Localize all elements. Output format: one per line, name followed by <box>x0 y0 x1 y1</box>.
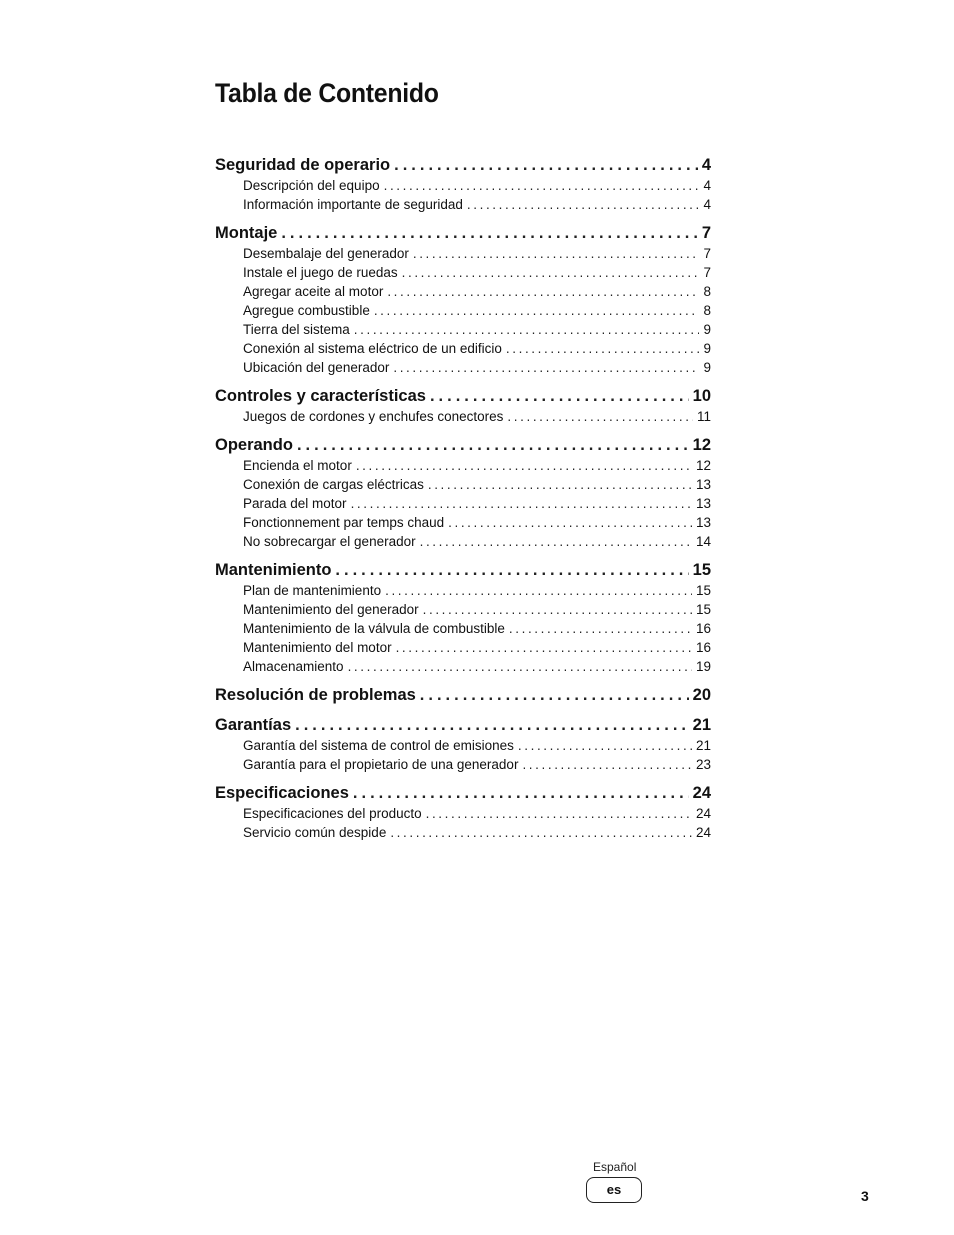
toc-subentry-page: 13 <box>695 496 711 511</box>
dot-leader <box>420 532 692 551</box>
toc-entry-label: Resolución de problemas <box>215 686 416 704</box>
toc-subentry[interactable] <box>215 804 711 823</box>
table-of-contents <box>215 154 711 850</box>
toc-section <box>215 154 711 214</box>
toc-subentry-page: 15 <box>695 583 711 598</box>
toc-subentry[interactable] <box>215 358 711 377</box>
dot-leader <box>402 263 700 282</box>
toc-subentry-page: 24 <box>695 825 711 840</box>
toc-section <box>215 385 711 426</box>
toc-subentry-label: Servicio común despide <box>243 825 387 840</box>
toc-subentry-page: 4 <box>703 178 711 193</box>
dot-leader <box>396 638 692 657</box>
toc-subentry-page: 8 <box>703 303 711 318</box>
dot-leader <box>374 301 700 320</box>
toc-subentry-label: Información importante de seguridad <box>243 197 463 212</box>
dot-leader <box>351 494 692 513</box>
toc-entry-page: 20 <box>692 686 711 704</box>
toc-subentry[interactable] <box>215 638 711 657</box>
toc-subentry[interactable] <box>215 755 711 774</box>
toc-subentry-label: Fonctionnement par temps chaud <box>243 515 445 530</box>
toc-entry-label: Mantenimiento <box>215 561 332 579</box>
dot-leader <box>467 195 700 214</box>
dot-leader <box>423 600 692 619</box>
toc-entry-page: 24 <box>692 784 711 802</box>
dot-leader <box>295 714 689 736</box>
toc-subentry-page: 9 <box>703 322 711 337</box>
dot-leader <box>385 581 692 600</box>
toc-section <box>215 559 711 676</box>
toc-entry-page: 12 <box>692 436 711 454</box>
dot-leader <box>384 176 700 195</box>
dot-leader <box>448 513 692 532</box>
toc-subentry[interactable] <box>215 407 711 426</box>
toc-subentry[interactable] <box>215 282 711 301</box>
toc-subentry[interactable] <box>215 339 711 358</box>
toc-subentry-page: 23 <box>695 757 711 772</box>
toc-subentry-label: Almacenamiento <box>243 659 344 674</box>
toc-entry-label: Seguridad de operario <box>215 156 391 174</box>
toc-subentry-page: 7 <box>703 265 711 280</box>
dot-leader <box>356 456 692 475</box>
dot-leader <box>387 282 699 301</box>
toc-subentry-page: 19 <box>695 659 711 674</box>
toc-subentry-label: Especificaciones del producto <box>243 806 422 821</box>
toc-subentry[interactable] <box>215 657 711 676</box>
toc-subentry-label: No sobrecargar el generador <box>243 534 416 549</box>
toc-subentry-page: 4 <box>703 197 711 212</box>
toc-subentry-label: Agregar aceite al motor <box>243 284 384 299</box>
dot-leader <box>420 684 689 706</box>
toc-subentry[interactable] <box>215 513 711 532</box>
toc-entry-page: 15 <box>692 561 711 579</box>
toc-subentry-page: 13 <box>695 477 711 492</box>
toc-entry[interactable] <box>215 684 711 706</box>
dot-leader <box>522 755 692 774</box>
toc-entry-label: Controles y características <box>215 387 426 405</box>
language-label: Español <box>593 1160 637 1174</box>
toc-section <box>215 782 711 842</box>
toc-entry[interactable] <box>215 222 711 244</box>
toc-entry-page: 4 <box>701 156 711 174</box>
toc-subentry[interactable] <box>215 456 711 475</box>
toc-entry-page: 10 <box>692 387 711 405</box>
toc-subentry[interactable] <box>215 600 711 619</box>
toc-entry-label: Especificaciones <box>215 784 349 802</box>
language-tab: es <box>586 1177 642 1203</box>
dot-leader <box>428 475 692 494</box>
toc-subentry[interactable] <box>215 176 711 195</box>
toc-subentry-label: Conexión de cargas eléctricas <box>243 477 424 492</box>
toc-subentry-label: Parada del motor <box>243 496 347 511</box>
toc-subentry-label: Mantenimiento de la válvula de combustible <box>243 621 505 636</box>
toc-subentry[interactable] <box>215 494 711 513</box>
toc-subentry-page: 12 <box>695 458 711 473</box>
toc-subentry-page: 11 <box>696 409 711 424</box>
toc-subentry-label: Conexión al sistema eléctrico de un edificio <box>243 341 502 356</box>
dot-leader <box>353 782 689 804</box>
dot-leader <box>335 559 688 581</box>
toc-subentry[interactable] <box>215 581 711 600</box>
dot-leader <box>354 320 700 339</box>
dot-leader <box>430 385 689 407</box>
toc-entry-page: 21 <box>692 716 711 734</box>
toc-entry-label: Operando <box>215 436 293 454</box>
toc-subentry-label: Garantía para el propietario de una generador <box>243 757 519 772</box>
toc-subentry[interactable] <box>215 263 711 282</box>
dot-leader <box>297 434 689 456</box>
toc-section <box>215 434 711 551</box>
toc-entry[interactable] <box>215 434 711 456</box>
dot-leader <box>394 154 698 176</box>
toc-subentry-label: Desembalaje del generador <box>243 246 409 261</box>
toc-section <box>215 222 711 377</box>
dot-leader <box>507 407 693 426</box>
toc-subentry[interactable] <box>215 195 711 214</box>
toc-subentry-page: 9 <box>703 341 711 356</box>
toc-subentry-label: Ubicación del generador <box>243 360 390 375</box>
toc-subentry-label: Encienda el motor <box>243 458 352 473</box>
toc-subentry-page: 21 <box>695 738 711 753</box>
toc-subentry[interactable] <box>215 736 711 755</box>
toc-subentry[interactable] <box>215 619 711 638</box>
toc-entry-page: 7 <box>701 224 711 242</box>
toc-subentry-page: 15 <box>695 602 711 617</box>
toc-subentry-label: Agregue combustible <box>243 303 370 318</box>
toc-subentry-label: Garantía del sistema de control de emisiones <box>243 738 514 753</box>
dot-leader <box>390 823 692 842</box>
toc-subentry-page: 13 <box>695 515 711 530</box>
toc-subentry[interactable] <box>215 244 711 263</box>
toc-entry[interactable] <box>215 714 711 736</box>
toc-section <box>215 684 711 706</box>
dot-leader <box>509 619 692 638</box>
dot-leader <box>413 244 700 263</box>
toc-entry[interactable] <box>215 559 711 581</box>
toc-subentry-label: Mantenimiento del generador <box>243 602 419 617</box>
dot-leader <box>281 222 697 244</box>
toc-subentry-page: 16 <box>695 640 711 655</box>
toc-subentry-page: 7 <box>703 246 711 261</box>
toc-subentry-label: Descripción del equipo <box>243 178 380 193</box>
toc-subentry[interactable] <box>215 475 711 494</box>
toc-subentry[interactable] <box>215 320 711 339</box>
dot-leader <box>393 358 699 377</box>
dot-leader <box>348 657 692 676</box>
toc-subentry-label: Mantenimiento del motor <box>243 640 392 655</box>
toc-subentry[interactable] <box>215 823 711 842</box>
dot-leader <box>426 804 692 823</box>
page-number: 3 <box>861 1188 869 1204</box>
toc-subentry-label: Juegos de cordones y enchufes conectores <box>243 409 504 424</box>
toc-subentry-page: 8 <box>703 284 711 299</box>
dot-leader <box>506 339 700 358</box>
toc-subentry-label: Instale el juego de ruedas <box>243 265 398 280</box>
toc-subentry-page: 16 <box>695 621 711 636</box>
toc-section <box>215 714 711 774</box>
toc-subentry-label: Tierra del sistema <box>243 322 350 337</box>
toc-subentry-page: 9 <box>703 360 711 375</box>
toc-subentry-page: 24 <box>695 806 711 821</box>
toc-entry[interactable] <box>215 385 711 407</box>
toc-entry-label: Garantías <box>215 716 292 734</box>
toc-subentry[interactable] <box>215 301 711 320</box>
toc-entry[interactable] <box>215 154 711 176</box>
toc-entry[interactable] <box>215 782 711 804</box>
dot-leader <box>518 736 692 755</box>
toc-subentry-page: 14 <box>695 534 711 549</box>
toc-subentry-label: Plan de mantenimiento <box>243 583 382 598</box>
toc-entry-label: Montaje <box>215 224 278 242</box>
page-title: Tabla de Contenido <box>215 78 439 108</box>
toc-subentry[interactable] <box>215 532 711 551</box>
